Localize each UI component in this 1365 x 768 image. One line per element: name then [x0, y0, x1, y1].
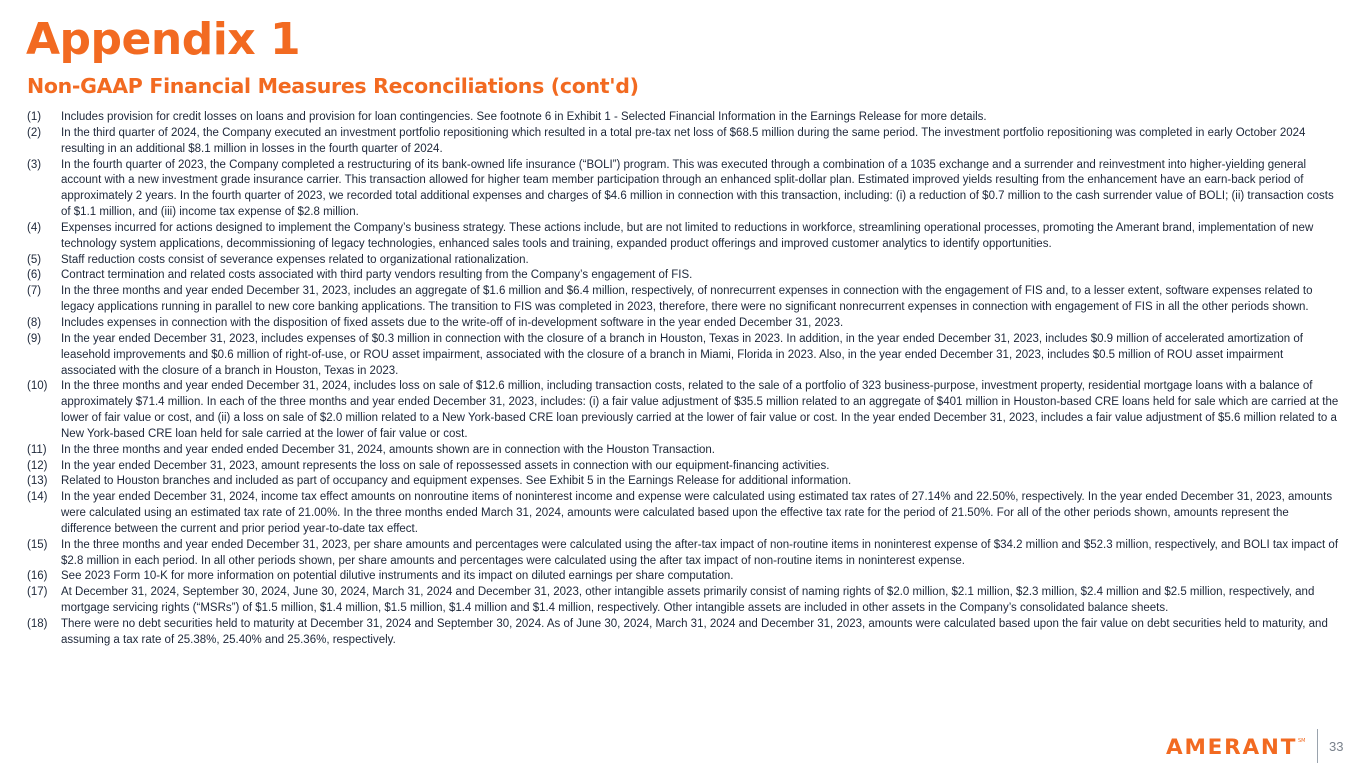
- footnote-text: Includes expenses in connection with the disposition of fixed assets due to the write-off of in-development software in the year ended December 31, 2023.: [61, 316, 844, 329]
- footnote-text: In the fourth quarter of 2023, the Company completed a restructuring of its bank-owned life insurance (“BOLI”) program. This was executed through a combination of a 1035 exchange and a surrender and reinvestment into higher-yielding general account with a new investment grade insurance carrier. This transaction allowed for higher team member participation through an enhanced split-dollar plan. Estimated improved yields resulting from the enhancement have an earn-back period of approximately 2 years. In the fourth quarter of 2023, we recorded total additional expenses and charges of $4.6 million in connection with this transaction, including: (i) a reduction of $0.7 million to the cash surrender value of BOLI; (ii) transaction costs of $1.1 million, and (iii) income tax expense of $2.8 million.: [61, 158, 1334, 219]
- logo-service-mark: SM: [1298, 738, 1306, 744]
- footnote-text: See 2023 Form 10-K for more information on potential dilutive instruments and its impact on diluted earnings per share computation.: [61, 570, 734, 583]
- footnote-item: [27, 443, 1339, 459]
- footnote-number: (9): [27, 332, 42, 345]
- footnote-item: [27, 617, 1339, 649]
- footnote-item: [27, 221, 1339, 253]
- footnote-text: At December 31, 2024, September 30, 2024, June 30, 2024, March 31, 2024 and December 31, 2023, other intangible assets primarily consist of naming rights of $2.0 million, $2.1 million, $2.3 million, $2.4 million and $2.5 million, respectively, and mortgage servicing rights (“MSRs”) of $1.5 million, $1.4 million, $1.5 million, $1.4 million and $1.4 million, respectively. Other intangible assets are included in other assets in the Company’s consolidated balance sheets.: [61, 586, 1315, 615]
- footnote-item: [27, 569, 1339, 585]
- footnote-number: (3): [27, 158, 42, 171]
- footnote-number: (13): [27, 475, 48, 488]
- footnote-text: Related to Houston branches and included as part of occupancy and equipment expenses. See Exhibit 5 in the Earnings Release for additional information.: [61, 475, 852, 488]
- footnote-number: (7): [27, 285, 42, 298]
- footnote-number: (4): [27, 221, 42, 234]
- footnote-number: (6): [27, 269, 42, 282]
- footnote-text: In the three months and year ended December 31, 2023, per share amounts and percentages were calculated using the after-tax impact of non-routine items in noninterest expense of $34.2 million and $52.3 million, respectively, and BOLI tax impact of $2.8 million in each period. In all other periods shown, per share amounts and percentages were calculated using the after tax impact of non-routine items in noninterest expense.: [61, 538, 1339, 567]
- footnote-item: [27, 585, 1339, 617]
- footnote-text: Expenses incurred for actions designed to implement the Company’s business strategy. These actions include, but are not limited to reductions in workforce, streamlining operational processes, promoting the Amerant brand, implementation of new technology system applications, decommissioning of legacy technologies, enhanced sales tools and training, expanded product offerings and improved customer analytics to identify opportunities.: [61, 221, 1314, 250]
- footnote-number: (11): [27, 443, 47, 456]
- footnote-number: (1): [27, 111, 42, 123]
- footnote-text: In the year ended December 31, 2023, amount represents the loss on sale of repossessed assets in connection with our equipment-financing activities.: [61, 459, 830, 472]
- page-number: 33: [1329, 739, 1344, 754]
- footnote-item: [27, 490, 1339, 538]
- footnote-number: (16): [27, 570, 48, 583]
- footnotes-list: [27, 110, 1339, 649]
- footnote-item: [27, 474, 1339, 490]
- footnote-item: [27, 110, 1339, 126]
- page-subtitle: Non-GAAP Financial Measures Reconciliations (cont'd): [27, 74, 639, 98]
- footnote-number: (17): [27, 586, 48, 599]
- logo-wordmark: AMERANT: [1166, 735, 1298, 758]
- footnote-item: [27, 316, 1339, 332]
- footnote-number: (2): [27, 126, 42, 139]
- footnote-item: [27, 268, 1339, 284]
- page-title: Appendix 1: [26, 14, 301, 65]
- footnote-item: [27, 332, 1339, 380]
- footnote-text: In the third quarter of 2024, the Company executed an investment portfolio repositioning which resulted in a total pre-tax net loss of $68.5 million during the same period. The investment portfolio repositioning was completed in early October 2024 resulting in an additional $8.1 million in losses in the fourth quarter of 2024.: [61, 126, 1306, 155]
- footnote-item: [27, 253, 1339, 269]
- footnote-number: (12): [27, 459, 48, 472]
- amerant-logo: [1166, 734, 1306, 758]
- footnote-text: There were no debt securities held to maturity at December 31, 2024 and September 30, 2024. As of June 30, 2024, March 31, 2024 and December 31, 2023, amounts were calculated based upon the fair value on debt securities held to maturity, and assuming a tax rate of 25.38%, 25.40% and 25.36%, respectively.: [61, 618, 1328, 646]
- footnote-text: Staff reduction costs consist of severance expenses related to organizational rationalization.: [61, 253, 529, 266]
- footnote-number: (18): [27, 618, 48, 630]
- footnote-number: (15): [27, 538, 48, 551]
- footnote-text: In the year ended December 31, 2024, income tax effect amounts on nonroutine items of noninterest income and expense were calculated using estimated tax rates of 27.14% and 22.50%, respectively. In the year ended December 31, 2023, amounts were calculated using an estimated tax rate of 21.00%. In the three months ended March 31, 2024, amounts were calculated based upon the effective tax rate for the period of 21.50%. For all of the other periods shown, amounts represent the difference between the current and prior period year-to-date tax effect.: [61, 491, 1333, 535]
- footnote-number: (5): [27, 253, 42, 266]
- footnote-text: Contract termination and related costs associated with third party vendors resulting from the Company’s engagement of FIS.: [61, 269, 693, 282]
- footnote-item: [27, 379, 1339, 442]
- footnote-item: [27, 538, 1339, 570]
- footnote-text: In the three months and year ended ended December 31, 2024, amounts shown are in connection with the Houston Transaction.: [61, 443, 715, 456]
- footnote-text: In the three months and year ended December 31, 2024, includes loss on sale of $12.6 million, including transaction costs, related to the sale of a portfolio of 323 business-purpose, investment property, residential mortgage loans with a balance of approximately $71.4 million. In each of the three months and year ended December 31, 2023, includes: (i) a fair value adjustment of $35.5 million related to an aggregate of $401 million in Houston-based CRE loans held for sale which are carried at the lower of fair value or cost, and (ii) a loss on sale of $2.0 million related to a New York-based CRE loan previously carried at the lower of fair value or cost. In the year ended December 31, 2023, includes a fair value adjustment of $5.6 million related to a New York-based CRE loan held for sale carried at the lower of fair value or cost.: [61, 380, 1339, 440]
- footnote-number: (10): [27, 380, 48, 393]
- footnote-item: [27, 459, 1339, 475]
- footnote-item: [27, 158, 1339, 221]
- footnote-item: [27, 284, 1339, 316]
- footnote-item: [27, 126, 1339, 158]
- footnote-text: In the year ended December 31, 2023, includes expenses of $0.3 million in connection with the closure of a branch in Houston, Texas in 2023. In addition, in the year ended December 31, 2023, includes $0.9 million of accelerated amortization of leasehold improvements and $0.6 million of right-of-use, or ROU asset impairment, associated with the closure of a branch in Miami, Florida in 2023. Also, in the year ended December 31, 2023, includes $0.5 million of ROU asset impairment associated with the closure of a branch in Houston, Texas in 2023.: [61, 332, 1303, 377]
- footnote-number: (8): [27, 316, 42, 329]
- footnote-text: Includes provision for credit losses on loans and provision for loan contingencies. See footnote 6 in Exhibit 1 - Selected Financial Information in the Earnings Release for more details.: [61, 111, 987, 123]
- footnote-text: In the three months and year ended December 31, 2023, includes an aggregate of $1.6 million and $6.4 million, respectively, of nonrecurrent expenses in connection with the engagement of FIS and, to a lesser extent, software expenses related to legacy applications running in parallel to new core banking applications. The transition to FIS was completed in 2023, therefore, there were no significant nonrecurrent expenses in connection with engagement of FIS in all the other periods shown.: [61, 285, 1313, 314]
- footnote-number: (14): [27, 491, 48, 504]
- footer-divider: [1317, 729, 1318, 763]
